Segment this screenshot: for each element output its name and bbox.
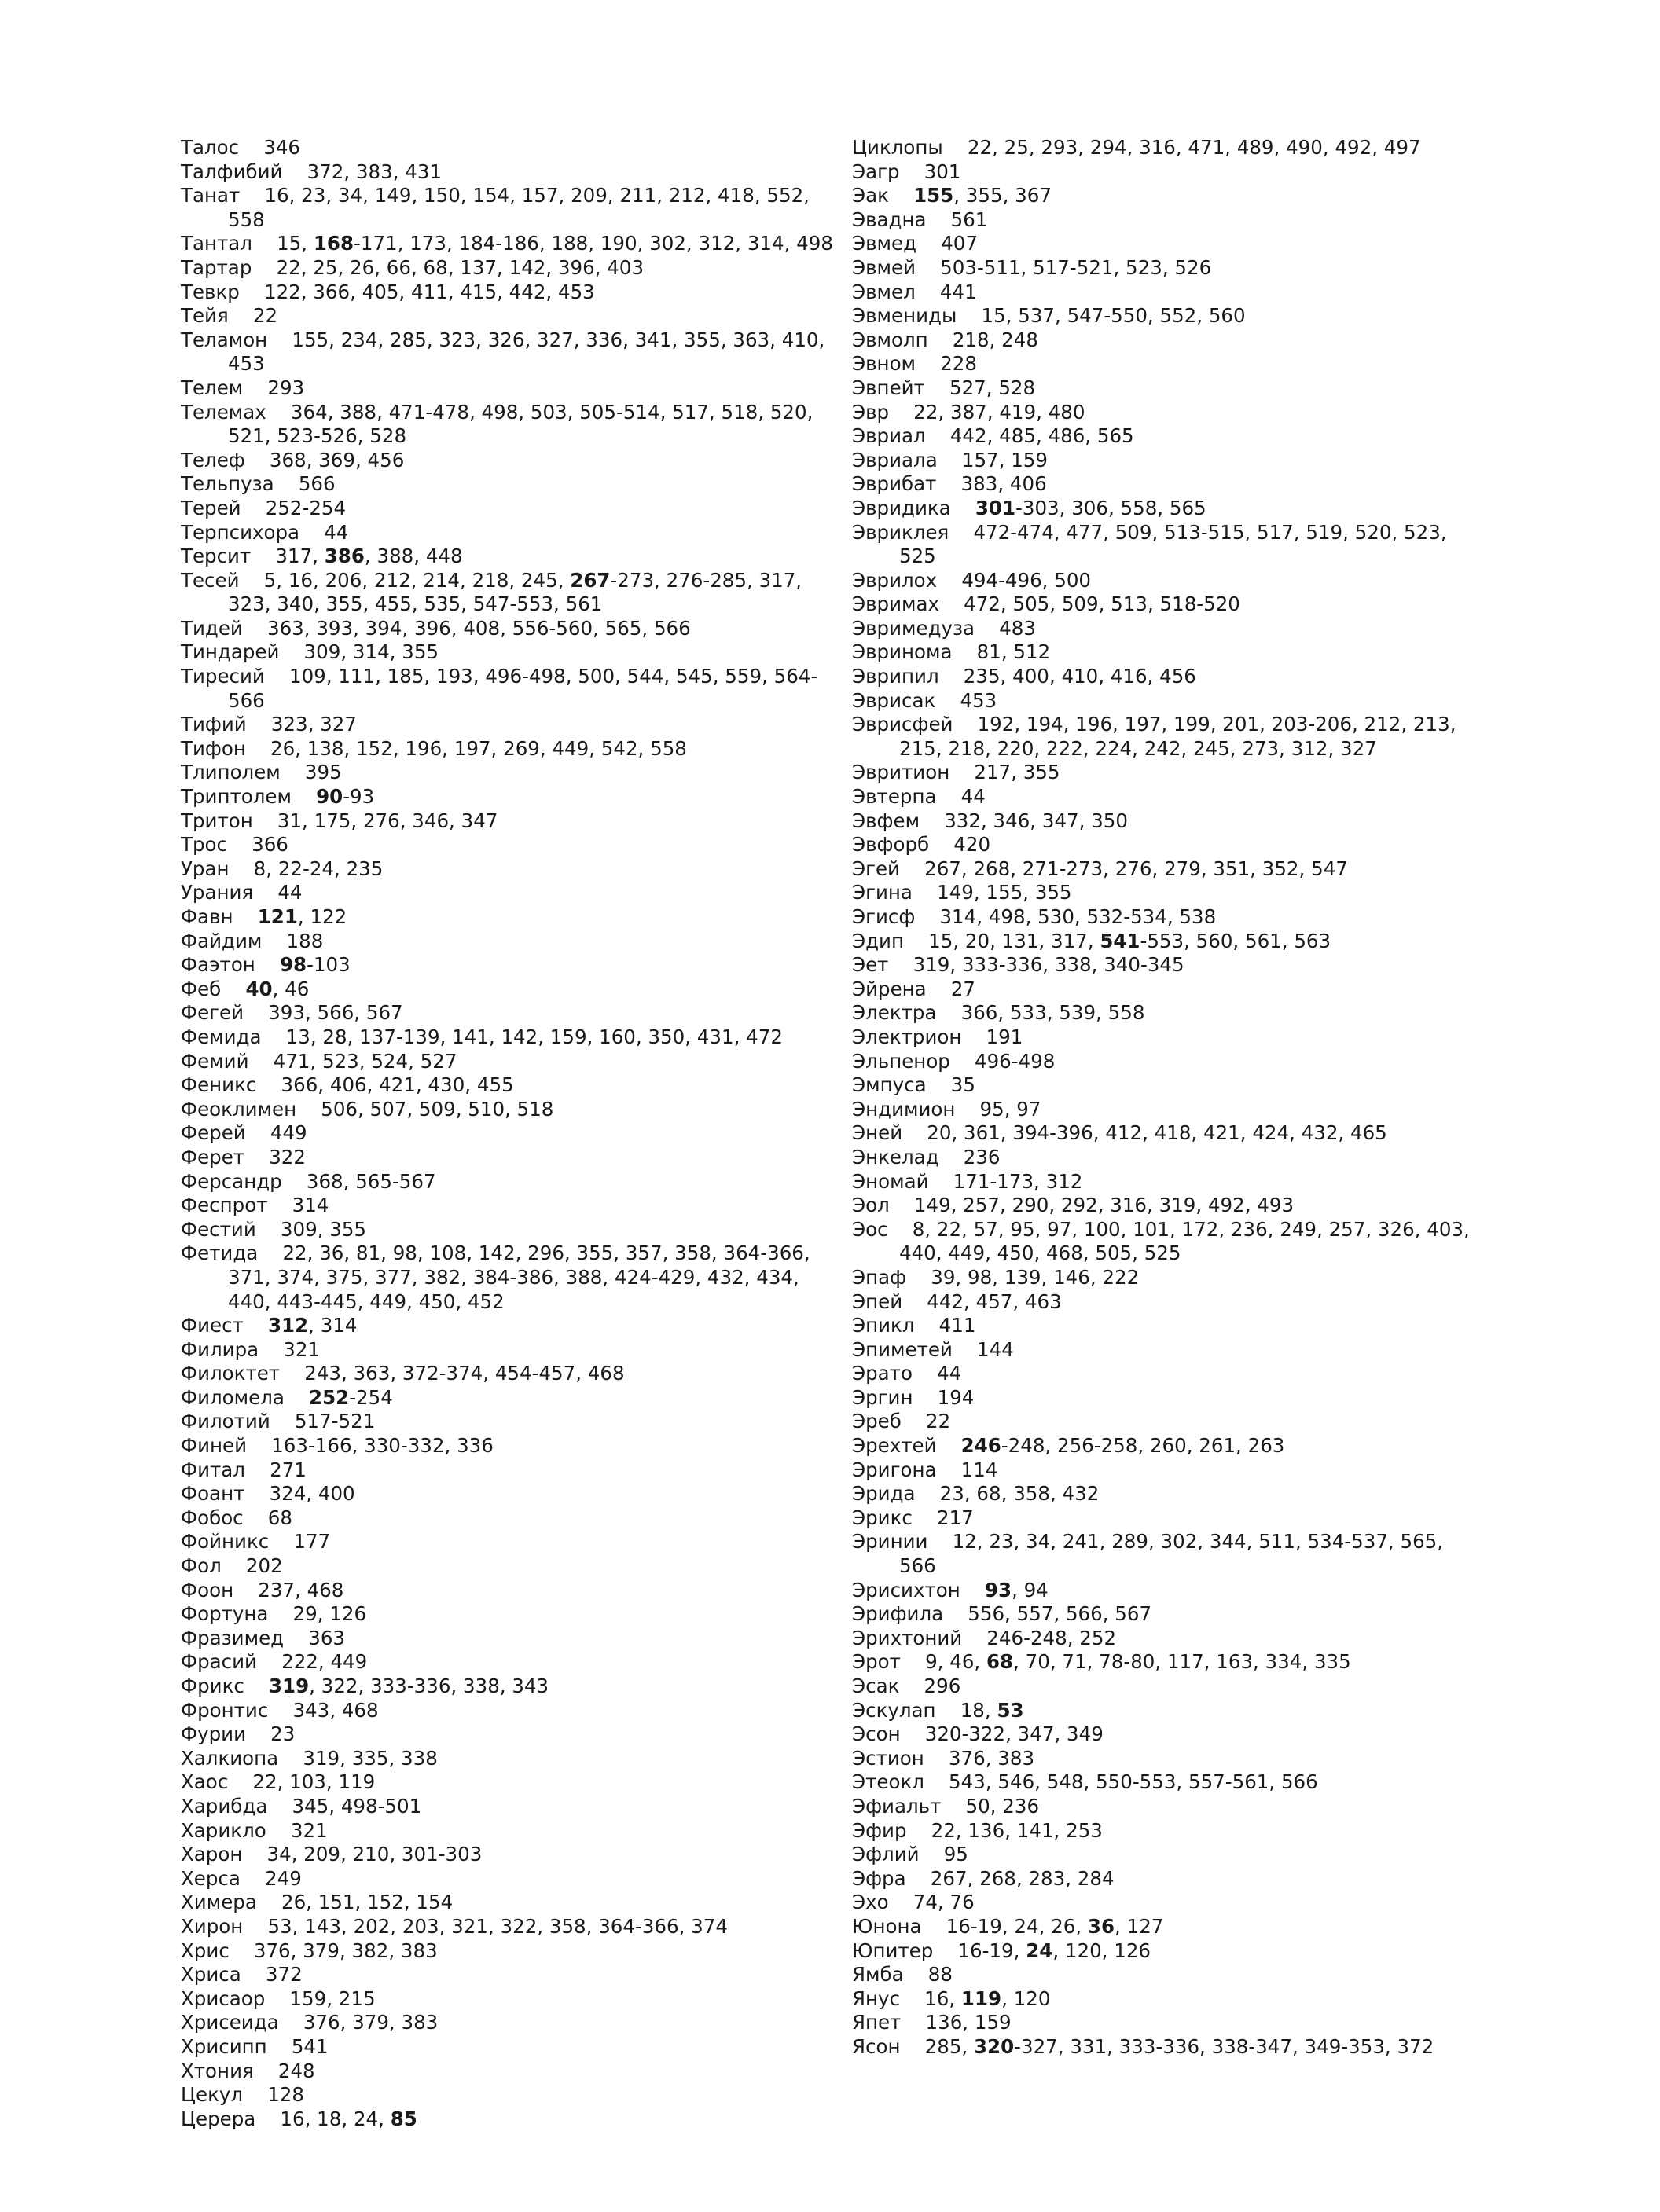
index-entry: Янус 16, 119, 120 [852,1986,1051,2010]
index-entry: Эргин 194 [852,1385,975,1409]
index-entry: Ферсандр 368, 565-567 [181,1169,436,1193]
index-entry: Талос 346 [181,136,301,159]
index-entry: Эрихтоний 246-248, 252 [852,1626,1117,1649]
index-entry: Талфибий 372, 383, 431 [181,160,443,183]
index-entry: Эней 20, 361, 394-396, 412, 418, 421, 424, 432, 465 [852,1121,1387,1145]
index-entry: Эпиметей 144 [852,1337,1014,1361]
index-entry: Эфра 267, 268, 283, 284 [852,1866,1115,1890]
index-entry: Ферей 449 [181,1121,307,1145]
index-entry: Хрис 376, 379, 382, 383 [181,1939,438,1962]
index-entry: Теламон 155, 234, 285, 323, 326, 327, 336, 341, 355, 363, 410, 453 [181,328,832,376]
index-entry: Тифон 26, 138, 152, 196, 197, 269, 449, 542, 558 [181,736,687,760]
index-entry: Феспрот 314 [181,1194,329,1217]
index-entry: Телем 293 [181,376,305,399]
index-entry: Ясон 285, 320-327, 331, 333-336, 338-347, 349-353, 372 [852,2034,1434,2058]
index-entry: Тартар 22, 25, 26, 66, 68, 137, 142, 396, 403 [181,255,645,279]
index-entry: Эврилох 494-496, 500 [852,568,1092,592]
index-entry: Юнона 16-19, 24, 26, 36, 127 [852,1914,1164,1938]
index-entry: Эагр 301 [852,160,961,183]
index-entry: Эвмей 503-511, 517-521, 523, 526 [852,255,1212,279]
index-entry: Эвринома 81, 512 [852,640,1051,664]
index-entry: Эфир 22, 136, 141, 253 [852,1818,1103,1842]
index-column-right [852,136,1481,2060]
index-entry: Фортуна 29, 126 [181,1602,367,1626]
index-entry: Циклопы 22, 25, 293, 294, 316, 471, 489, 490, 492, 497 [852,136,1421,159]
bold-page-number: 168 [313,232,354,255]
index-entry: Тритон 31, 175, 276, 346, 347 [181,809,498,832]
index-entry: Триптолем 90-93 [181,785,375,809]
index-entry: Фоон 237, 468 [181,1578,344,1601]
index-entry: Феб 40, 46 [181,977,310,1000]
index-entry: Фоант 324, 400 [181,1482,355,1506]
index-entry: Церера 16, 18, 24, 85 [181,2107,417,2130]
bold-page-number: 85 [390,2107,417,2130]
index-entry: Феоклимен 506, 507, 509, 510, 518 [181,1097,554,1121]
index-entry: Эос 8, 22, 57, 95, 97, 100, 101, 172, 236, 249, 257, 326, 403, 440, 449, 450, 468, 505, 525 [852,1217,1476,1265]
index-entry: Электра 366, 533, 539, 558 [852,1001,1145,1025]
index-entry: Эскулап 18, 53 [852,1698,1024,1722]
index-entry: Хрисаор 159, 215 [181,1986,376,2010]
bold-page-number: 90 [316,785,343,809]
index-entry: Халкиопа 319, 335, 338 [181,1746,438,1770]
index-entry: Фойникс 177 [181,1530,331,1554]
index-entry: Эврисак 453 [852,688,997,712]
index-entry: Фемида 13, 28, 137-139, 141, 142, 159, 160, 350, 431, 472 [181,1025,783,1048]
index-entry: Япет 136, 159 [852,2011,1012,2034]
index-entry: Эвмел 441 [852,280,977,303]
index-entry: Фаэтон 98-103 [181,953,351,977]
index-entry: Харон 34, 209, 210, 301-303 [181,1843,483,1866]
index-entry: Эвмед 407 [852,232,978,255]
index-entry: Фавн 121, 122 [181,905,347,928]
index-entry: Эйрена 27 [852,977,976,1000]
index-entry: Терсит 317, 386, 388, 448 [181,545,463,568]
index-entry: Харибда 345, 498-501 [181,1794,422,1818]
index-entry: Фобос 68 [181,1506,292,1529]
bold-page-number: 252 [309,1385,350,1409]
index-entry: Трос 366 [181,833,288,857]
index-entry: Эфлий 95 [852,1843,968,1866]
index-entry: Филомела 252-254 [181,1385,393,1409]
index-entry: Фрасий 222, 449 [181,1650,368,1674]
index-entry: Тесей 5, 16, 206, 212, 214, 218, 245, 267-273, 276-285, 317, 323, 340, 355, 455, 535, 547-553, 561 [181,568,808,616]
index-entry: Тейя 22 [181,304,278,328]
index-entry: Тлиполем 395 [181,761,342,784]
index-entry: Тантал 15, 168-171, 173, 184-186, 188, 190, 302, 312, 314, 498 [181,232,833,255]
index-entry: Телеф 368, 369, 456 [181,448,405,471]
index-entry: Химера 26, 151, 152, 154 [181,1891,454,1914]
index-entry: Хаос 22, 103, 119 [181,1770,376,1794]
index-entry: Эвриал 442, 485, 486, 565 [852,424,1134,448]
index-entry: Эдип 15, 20, 131, 317, 541-553, 560, 561, 563 [852,929,1331,952]
index-entry: Эстион 376, 383 [852,1746,1035,1770]
index-entry: Тифий 323, 327 [181,713,357,736]
index-entry: Этеокл 543, 546, 548, 550-553, 557-561, 566 [852,1770,1318,1794]
index-entry: Феникс 366, 406, 421, 430, 455 [181,1073,514,1097]
index-entry: Эврипил 235, 400, 410, 416, 456 [852,665,1196,688]
index-entry: Ферет 322 [181,1145,306,1168]
index-entry: Эномай 171-173, 312 [852,1169,1083,1193]
index-entry: Эвпейт 527, 528 [852,376,1036,399]
bold-page-number: 68 [986,1650,1014,1674]
bold-page-number: 98 [279,953,307,977]
index-entry: Цекул 128 [181,2083,304,2107]
index-entry: Эвр 22, 387, 419, 480 [852,400,1085,424]
index-entry: Эврисфей 192, 194, 196, 197, 199, 201, 203-206, 212, 213, 215, 218, 220, 222, 224, 242, 245, 273, 312, 327 [852,713,1463,760]
index-entry: Эрехтей 246-248, 256-258, 260, 261, 263 [852,1434,1285,1458]
index-entry: Эпей 442, 457, 463 [852,1289,1062,1313]
index-entry: Тевкр 122, 366, 405, 411, 415, 442, 453 [181,280,595,303]
index-entry: Эпикл 411 [852,1314,976,1337]
index-entry: Фурии 23 [181,1722,296,1746]
bold-page-number: 36 [1087,1914,1115,1938]
index-entry: Эврибат 383, 406 [852,472,1047,496]
bold-page-number: 53 [997,1698,1024,1722]
index-entry: Эвритион 217, 355 [852,761,1060,784]
index-entry: Танат 16, 23, 34, 149, 150, 154, 157, 209, 211, 212, 418, 552, 558 [181,184,816,231]
bold-page-number: 155 [913,184,954,207]
index-entry: Эвтерпа 44 [852,785,986,809]
index-column-left [181,136,833,2131]
index-entry: Эхо 74, 76 [852,1891,975,1914]
index-entry: Эак 155, 355, 367 [852,184,1052,207]
index-entry: Эльпенор 496-498 [852,1049,1056,1073]
bold-page-number: 319 [269,1675,310,1697]
index-entry: Фегей 393, 566, 567 [181,1001,403,1025]
index-entry: Эет 319, 333-336, 338, 340-345 [852,953,1184,977]
index-entry: Хирон 53, 143, 202, 203, 321, 322, 358, 364-366, 374 [181,1914,728,1938]
bold-page-number: 121 [257,905,298,928]
index-entry: Эфиальт 50, 236 [852,1794,1040,1818]
index-entry: Эрисихтон 93, 94 [852,1578,1049,1601]
index-entry: Харикло 321 [181,1818,328,1842]
index-entry: Терпсихора 44 [181,520,349,544]
index-entry: Эмпуса 35 [852,1073,975,1097]
index-entry: Эвном 228 [852,352,977,376]
index-entry: Ямба 88 [852,1963,953,1986]
bold-page-number: 24 [1026,1939,1053,1962]
bold-page-number: 301 [975,496,1016,519]
index-entry: Эвфорб 420 [852,833,991,857]
index-entry: Финей 163-166, 330-332, 336 [181,1434,494,1458]
index-entry: Юпитер 16-19, 24, 120, 126 [852,1939,1151,1962]
index-entry: Филира 321 [181,1337,321,1361]
index-entry: Фронтис 343, 468 [181,1698,379,1722]
index-entry: Эринии 12, 23, 34, 241, 289, 302, 344, 511, 534-537, 565, 566 [852,1530,1449,1578]
index-entry: Тельпуза 566 [181,472,336,496]
index-entry: Эрато 44 [852,1362,962,1385]
bold-page-number: 246 [960,1434,1001,1458]
index-entry: Эгисф 314, 498, 530, 532-534, 538 [852,905,1217,928]
index-entry: Эрикс 217 [852,1506,974,1529]
index-entry: Эвридика 301-303, 306, 558, 565 [852,496,1206,519]
index-entry: Фетида 22, 36, 81, 98, 108, 142, 296, 355, 357, 358, 364-366, 371, 374, 375, 377, 382, 384-386, 388, 424-429, 432, 434, 440, 443-445, 449, 450, 452 [181,1242,817,1313]
index-entry: Эндимион 95, 97 [852,1097,1041,1121]
index-entry: Филоктет 243, 363, 372-374, 454-457, 468 [181,1362,625,1385]
index-entry: Тиресий 109, 111, 185, 193, 496-498, 500, 544, 545, 559, 564-566 [181,665,818,712]
index-entry: Эол 149, 257, 290, 292, 316, 319, 492, 493 [852,1194,1295,1217]
index-entry: Тидей 363, 393, 394, 396, 408, 556-560, 565, 566 [181,616,691,640]
index-entry: Эпаф 39, 98, 139, 146, 222 [852,1265,1140,1289]
index-entry: Фрикс 319, 322, 333-336, 338, 343 [181,1675,549,1697]
index-entry: Хрисеида 376, 379, 383 [181,2011,439,2034]
index-entry: Уран 8, 22-24, 235 [181,857,384,880]
index-entry: Эвриала 157, 159 [852,448,1048,471]
index-entry: Электрион 191 [852,1025,1023,1048]
index-entry: Урания 44 [181,881,303,904]
index-entry: Энкелад 236 [852,1145,1001,1168]
index-entry: Фемий 471, 523, 524, 527 [181,1049,457,1073]
index-entry: Телемах 364, 388, 471-478, 498, 503, 505-514, 517, 518, 520, 521, 523-526, 528 [181,400,820,448]
index-entry: Эрида 23, 68, 358, 432 [852,1482,1100,1506]
index-entry: Хриса 372 [181,1963,303,1986]
index-entry: Файдим 188 [181,929,324,952]
bold-page-number: 267 [570,568,611,592]
index-entry: Фитал 271 [181,1458,307,1481]
index-entry: Эвриклея 472-474, 477, 509, 513-515, 517, 519, 520, 523, 525 [852,520,1453,568]
index-entry: Хрисипп 541 [181,2034,329,2058]
index-entry: Фразимед 363 [181,1626,346,1649]
index-entry: Эгей 267, 268, 271-273, 276, 279, 351, 352, 547 [852,857,1348,880]
index-entry: Эрифила 556, 557, 566, 567 [852,1602,1152,1626]
bold-page-number: 119 [960,1986,1002,2010]
bold-page-number: 320 [974,2034,1015,2058]
index-entry: Фиест 312, 314 [181,1314,358,1337]
bold-page-number: 312 [267,1314,309,1337]
index-entry: Эвфем 332, 346, 347, 350 [852,809,1128,832]
index-entry: Эвримедуза 483 [852,616,1036,640]
index-entry: Хтония 248 [181,2059,315,2082]
bold-page-number: 386 [324,545,365,568]
index-entry: Эгина 149, 155, 355 [852,881,1072,904]
index-entry: Эрот 9, 46, 68, 70, 71, 78-80, 117, 163, 334, 335 [852,1650,1351,1674]
bold-page-number: 93 [984,1578,1012,1601]
index-entry: Херса 249 [181,1866,302,1890]
bold-page-number: 40 [245,977,273,1000]
index-entry: Эсак 296 [852,1675,961,1697]
index-entry: Фестий 309, 355 [181,1217,367,1241]
index-entry: Эригона 114 [852,1458,998,1481]
index-entry: Эсон 320-322, 347, 349 [852,1722,1104,1746]
index-entry: Филотий 517-521 [181,1410,376,1433]
index-entry: Фол 202 [181,1554,283,1578]
bold-page-number: 541 [1100,929,1140,952]
index-entry: Эвримах 472, 505, 509, 513, 518-520 [852,592,1240,616]
index-entry: Терей 252-254 [181,496,347,519]
index-entry: Тиндарей 309, 314, 355 [181,640,439,664]
index-entry: Эреб 22 [852,1410,951,1433]
index-entry: Эвмолп 218, 248 [852,328,1038,351]
index-entry: Эвадна 561 [852,207,988,231]
index-entry: Эвмениды 15, 537, 547-550, 552, 560 [852,304,1246,328]
